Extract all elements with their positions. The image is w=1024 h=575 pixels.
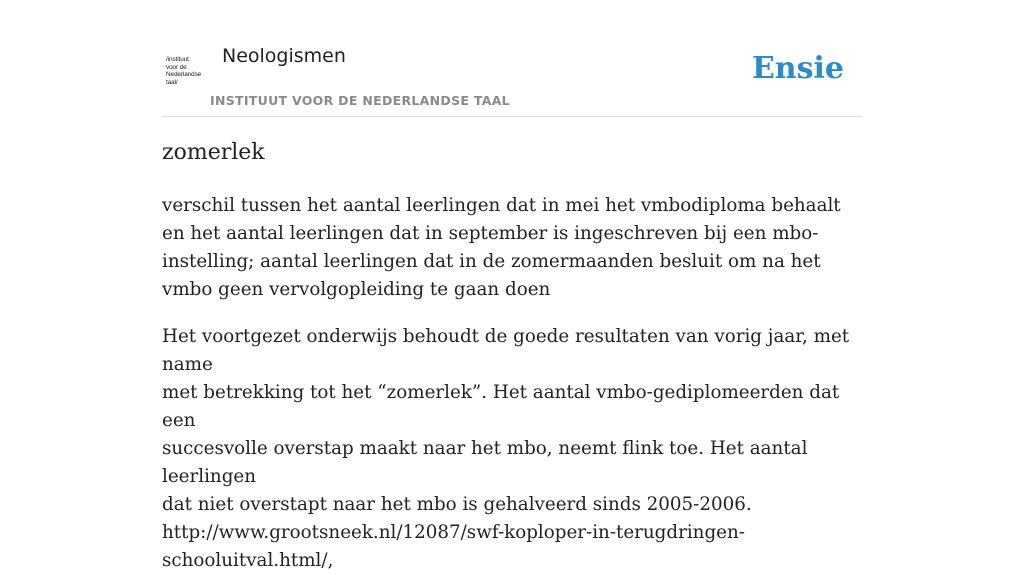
source-title[interactable]: Neologismen <box>222 45 346 67</box>
quote-line: met betrekking tot het “zomerlek”. Het aantal vmbo-gediplomeerden dat een <box>162 382 840 431</box>
logo-line: Nederlandse <box>166 71 202 79</box>
source-logo[interactable] <box>166 56 208 90</box>
quote-line: Het voortgezet onderwijs behoudt de goede resultaten van vorig jaar, met name <box>162 326 850 375</box>
quote-source-link[interactable]: http://www.grootsneek.nl/12087/swf-koploper-in-terugdringen- <box>162 522 745 543</box>
logo-line: voor de <box>166 63 187 71</box>
entry-quote <box>162 323 862 575</box>
entry-term: zomerlek <box>162 140 265 165</box>
entry-definition: verschil tussen het aantal leerlingen dat in mei het vmbodiploma behaalt en het aantal leerlingen dat in september is ingeschreven bij een mbo-instelling; aantal leerlingen dat in de zomermaanden besluit om na het vmbo geen vervolgopleiding te gaan doen <box>162 195 841 300</box>
quote-line: succesvolle overstap maakt naar het mbo, neemt flink toe. Het aantal leerlingen <box>162 438 808 487</box>
header <box>162 0 862 117</box>
source-subtitle: INSTITUUT VOOR DE NEDERLANDSE TAAL <box>210 93 510 108</box>
brand-logo[interactable]: Ensie <box>751 51 844 86</box>
logo-line: taal/ <box>166 78 178 86</box>
quote-line: dat niet overstapt naar het mbo is gehalveerd sinds 2005-2006. <box>162 494 752 515</box>
logo-line: /instituut <box>166 56 189 63</box>
quote-source-link[interactable]: schooluitval.html/, <box>162 550 334 571</box>
